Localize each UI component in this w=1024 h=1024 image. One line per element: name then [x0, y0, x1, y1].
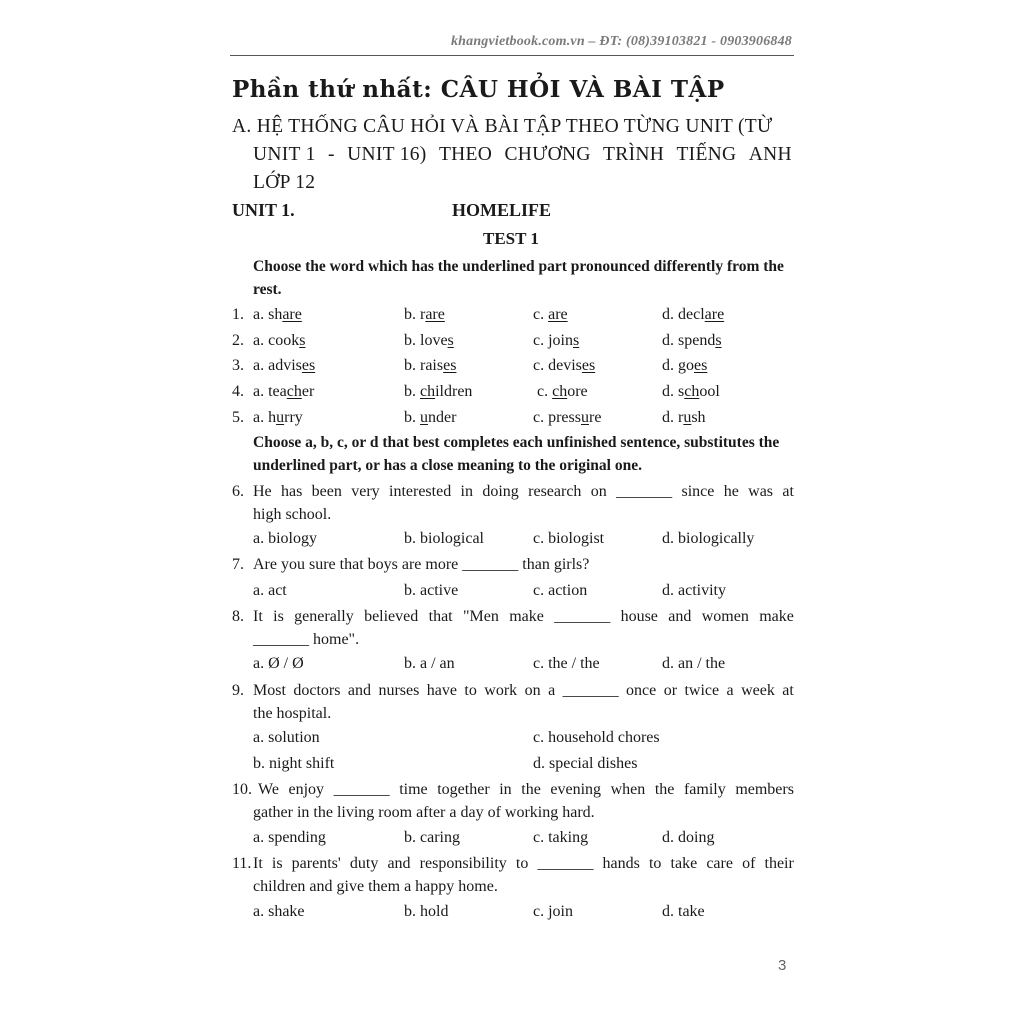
- answer-option: d. an / the: [662, 655, 726, 672]
- item-number: 5.: [232, 409, 244, 426]
- word: women: [701, 608, 749, 625]
- answer-option: d. spends: [662, 332, 722, 349]
- word: believed: [364, 608, 419, 625]
- word: _______: [537, 855, 594, 872]
- question-11: [232, 852, 794, 898]
- word: at: [782, 483, 794, 500]
- answer-option: a. shake: [253, 903, 305, 920]
- word: hands: [602, 855, 640, 872]
- answer-option: c. biologist: [533, 530, 605, 547]
- question-text-line1: [253, 852, 794, 875]
- answer-option: b. biological: [404, 530, 484, 547]
- word: their: [764, 855, 794, 872]
- word: doing: [482, 483, 519, 500]
- question-text-line2: gather in the living room after a day of working hard.: [253, 804, 595, 821]
- word: have: [426, 682, 457, 699]
- pronunciation-row: [232, 303, 794, 327]
- question-text-line2: _______ home".: [253, 631, 360, 648]
- word: a: [726, 682, 734, 699]
- word: responsibility: [419, 855, 507, 872]
- answer-option: b. loves: [404, 332, 454, 349]
- word: in: [499, 781, 512, 798]
- word: since: [681, 483, 715, 500]
- answer-option: b. night shift: [253, 755, 335, 772]
- answer-option: a. spending: [253, 829, 326, 846]
- item-number: 1.: [232, 306, 244, 323]
- question-9: [232, 679, 794, 725]
- unit-label: UNIT 1.: [232, 200, 295, 220]
- word: and: [668, 608, 692, 625]
- word: _______: [333, 781, 390, 798]
- word: Most: [253, 682, 286, 699]
- answer-option: d. special dishes: [533, 755, 638, 772]
- instruction-pronunciation: Choose the word which has the underlined part pronounced differently from the rest.: [253, 258, 784, 298]
- question-8: [232, 605, 794, 651]
- word: research: [528, 483, 582, 500]
- word: take: [670, 855, 698, 872]
- word: house: [620, 608, 658, 625]
- options-row: [232, 826, 794, 850]
- word: twice: [684, 682, 720, 699]
- answer-option: a. biology: [253, 530, 317, 547]
- word: to: [515, 855, 529, 872]
- question-number: 6.: [232, 483, 244, 500]
- word: week: [741, 682, 775, 699]
- item-number: 4.: [232, 383, 244, 400]
- word: is: [273, 608, 284, 625]
- answer-option: d. biologically: [662, 530, 755, 547]
- word: make: [509, 608, 544, 625]
- section-a-line3: LỚP 12: [253, 172, 316, 193]
- header-rule: [230, 55, 794, 56]
- word: to: [648, 855, 662, 872]
- word: the: [521, 781, 541, 798]
- question-number: 11.: [232, 855, 252, 872]
- word: he: [723, 483, 739, 500]
- answer-option: d. take: [662, 903, 705, 920]
- answer-option: b. hold: [404, 903, 449, 920]
- pronunciation-row: [232, 380, 794, 404]
- word: It: [253, 608, 263, 625]
- part-title: Phần thứ nhất: CÂU HỎI VÀ BÀI TẬP: [232, 76, 725, 103]
- answer-option: a. teacher: [253, 383, 315, 400]
- word: on: [524, 682, 541, 699]
- answer-option: c. join: [533, 903, 573, 920]
- answer-option: c. action: [533, 582, 588, 599]
- answer-option: c. household chores: [533, 729, 660, 746]
- word: generally: [294, 608, 354, 625]
- question-text-line2: high school.: [253, 506, 332, 523]
- page-number: 3: [778, 957, 787, 974]
- answer-option: c. devises: [533, 357, 596, 374]
- word: nurses: [378, 682, 420, 699]
- word: It: [253, 855, 263, 872]
- question-number: 8.: [232, 608, 244, 625]
- word: been: [311, 483, 342, 500]
- question-text: Are you sure that boys are more _______ than girls?: [253, 556, 590, 573]
- options-row: [232, 527, 794, 551]
- answer-option: b. active: [404, 582, 459, 599]
- answer-option: a. hurry: [253, 409, 303, 426]
- answer-option: c. joins: [533, 332, 580, 349]
- word: make: [759, 608, 794, 625]
- answer-option: b. children: [404, 383, 473, 400]
- word: interested: [389, 483, 452, 500]
- pronunciation-row: [232, 329, 794, 353]
- word: or: [663, 682, 678, 699]
- book-page: khangvietbook.com.vn – ĐT: (08)39103821 - 0903906848 Phần thứ nhất: CÂU HỎI VÀ BÀI TẬP A. HỆ THỐNG CÂU HỎI VÀ BÀI TẬP THEO TỪNG UNIT (TỪ UNIT 1 - UNIT 16) THEO CHƯƠNG TRÌNH TIẾNG ANH LỚP 12 UNIT 1. HOMELIFE TEST 1 Choose the word which has the underlined part pronounced differently from the rest. 1. a. share b. rare c. are d. declare 2. a. cooks b. loves c. joins d. spends 3. a. advises b. raises c. devises d. goes 4. a. teacher b. children c. chore d. school 5. a. hurry b. under c. pressure d. rush Choose a, b, c, or d that best completes each unfinished sentence, substitutes the underlined part, or has a close meaning to the original one. 6. He has been very interested in doing research on _______ since he was at high school. a. biology b. biological c. biologist d. biologically 7. Are you sure that boys are more _______ than girls? a. act b. active c. action d. activity 8. It is generally believed that "Men make _______ house and women make _______ home". a. Ø / Ø b. a / an c. the / the d. an / the 9. Most doctors and nurses have to work on a _______ once or twice a week at the hospital. a. solution c. household chores b. night shift d. special dishes 10. We enjoy _______ time together in the evening when the family members gather in the living room after a day of working hard. a. spending b. caring c. taking d. doing 11. It is parents' duty and responsibility to _______ hands to take care of their children and give them a happy home. a. shake b. hold c. join d. take 3: [232, 34, 794, 974]
- question-7: [232, 553, 794, 576]
- question-number: 9.: [232, 682, 244, 699]
- word: _______: [562, 682, 619, 699]
- instruction-sentences: Choose a, b, c, or d that best completes each unfinished sentence, substitutes the underlined part, or has a close meaning to the original one.: [253, 434, 780, 474]
- answer-option: b. a / an: [404, 655, 455, 672]
- answer-option: a. cooks: [253, 332, 306, 349]
- word: very: [351, 483, 380, 500]
- word: the: [654, 781, 675, 798]
- question-text-line1: [253, 480, 794, 503]
- word: _______: [616, 483, 673, 500]
- answer-option: b. raises: [404, 357, 457, 374]
- word: that: [428, 608, 453, 625]
- answer-option: a. solution: [253, 729, 320, 746]
- question-text-line1: [253, 679, 794, 702]
- question-text-line2: children and give them a happy home.: [253, 878, 498, 895]
- word: of: [742, 855, 756, 872]
- question-10: [232, 778, 794, 824]
- question-text-line1: [253, 605, 794, 628]
- question-number: 10.: [232, 781, 252, 798]
- section-a-heading: [232, 113, 792, 197]
- section-a-line2: UNIT 1 - UNIT 16) THEO CHƯƠNG TRÌNH TIẾNG ANH: [253, 144, 792, 165]
- answer-option: d. rush: [662, 409, 706, 426]
- options-row: [232, 900, 794, 924]
- question-text-line1: [258, 778, 794, 801]
- word: duty: [349, 855, 379, 872]
- word: and: [347, 682, 371, 699]
- answer-option: a. advises: [253, 357, 316, 374]
- pronunciation-row: [232, 406, 794, 430]
- options-row: [232, 726, 794, 750]
- word: once: [626, 682, 657, 699]
- word: We: [258, 781, 279, 798]
- word: was: [748, 483, 774, 500]
- word: family: [683, 781, 726, 798]
- word: He: [253, 483, 272, 500]
- options-row: [232, 652, 794, 676]
- word: to: [464, 682, 477, 699]
- word: at: [782, 682, 794, 699]
- word: work: [484, 682, 518, 699]
- word: together: [437, 781, 490, 798]
- word: when: [610, 781, 646, 798]
- answer-option: d. doing: [662, 829, 715, 846]
- word: and: [387, 855, 411, 872]
- answer-option: d. goes: [662, 357, 708, 374]
- word: _______: [554, 608, 611, 625]
- word: "Men: [462, 608, 499, 625]
- word: enjoy: [288, 781, 325, 798]
- item-number: 3.: [232, 357, 244, 374]
- word: members: [735, 781, 794, 798]
- unit-name: HOMELIFE: [452, 200, 552, 220]
- answer-option: b. rare: [404, 306, 445, 323]
- question-text-line2: the hospital.: [253, 705, 332, 722]
- word: a: [548, 682, 556, 699]
- answer-option: b. caring: [404, 829, 460, 846]
- answer-option: c. chore: [537, 383, 588, 400]
- word: parents': [291, 855, 341, 872]
- options-row: [232, 752, 794, 776]
- answer-option: c. are: [533, 306, 568, 323]
- question-6: [232, 480, 794, 526]
- answer-option: a. share: [253, 306, 302, 323]
- answer-option: c. taking: [533, 829, 589, 846]
- page-header: khangvietbook.com.vn – ĐT: (08)39103821 - 0903906848: [450, 34, 792, 49]
- answer-option: d. declare: [662, 306, 725, 323]
- word: has: [281, 483, 303, 500]
- word: time: [399, 781, 428, 798]
- word: on: [590, 483, 607, 500]
- question-number: 7.: [232, 556, 244, 573]
- answer-option: a. Ø / Ø: [253, 655, 304, 672]
- answer-option: a. act: [253, 582, 287, 599]
- options-row: [232, 579, 794, 603]
- pronunciation-row: [232, 354, 794, 378]
- item-number: 2.: [232, 332, 244, 349]
- word: evening: [550, 781, 602, 798]
- answer-option: d. school: [662, 383, 720, 400]
- answer-option: c. pressure: [533, 409, 602, 426]
- word: doctors: [293, 682, 341, 699]
- word: care: [706, 855, 733, 872]
- answer-option: b. under: [404, 409, 457, 426]
- answer-option: d. activity: [662, 582, 726, 599]
- answer-option: c. the / the: [533, 655, 600, 672]
- section-a-line1: A. HỆ THỐNG CÂU HỎI VÀ BÀI TẬP THEO TỪNG UNIT (TỪ: [232, 116, 773, 137]
- word: is: [271, 855, 283, 872]
- word: in: [460, 483, 473, 500]
